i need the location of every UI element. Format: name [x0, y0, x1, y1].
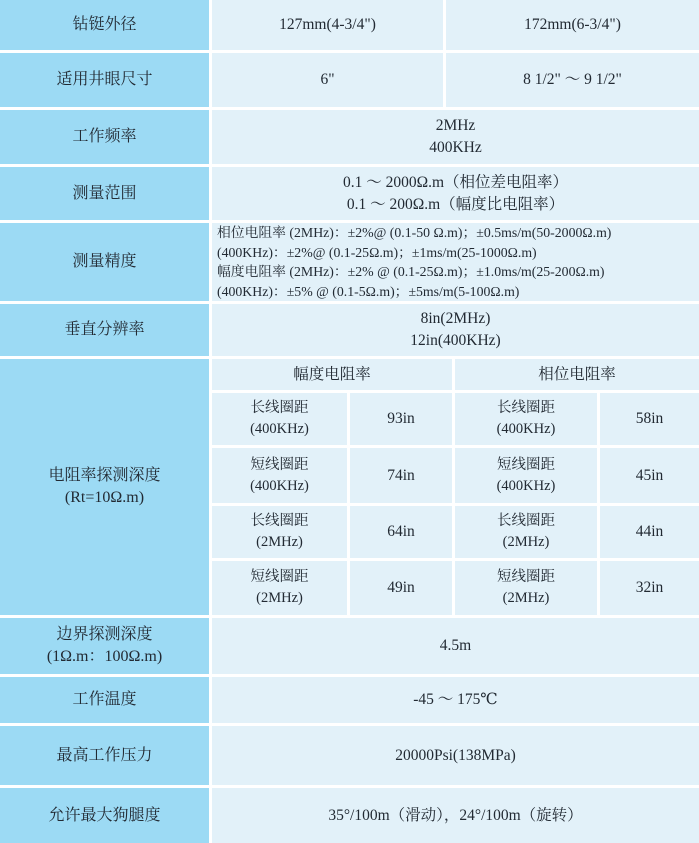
cell-value-line: 幅度电阻率 (2MHz)：±2% @ (0.1-25Ω.m)；±1.0ms/m(25-200Ω.m) — [217, 264, 605, 279]
table-row-range — [0, 167, 699, 220]
spacing-label-line: 长线圈距 — [497, 400, 555, 416]
row-header-label: 钻铤外径 — [72, 16, 137, 33]
row-header-frequency — [0, 110, 209, 164]
depth-row-long-400khz — [212, 393, 699, 445]
cell-value: 32in — [635, 579, 664, 596]
row-header-label: 边界探测深度 — [56, 626, 153, 643]
cell-value: -45 ～ 175℃ — [413, 691, 498, 708]
row-header-hole-size — [0, 53, 209, 107]
table-row-drill-collar-od — [0, 0, 699, 50]
cell-value-line: 8in(2MHz) — [420, 310, 491, 327]
depth-row-short-2mhz — [212, 561, 699, 615]
row-header-range — [0, 167, 209, 220]
cell-depth-value — [600, 448, 699, 503]
depth-row-short-400khz — [212, 448, 699, 503]
row-header-depth-of-investigation — [0, 359, 209, 615]
cell-depth-value — [350, 448, 452, 503]
cell-spacing-label — [455, 506, 597, 558]
table-row-depth-of-investigation — [0, 359, 699, 615]
cell-value: 8 1/2" ～ 9 1/2" — [523, 71, 622, 88]
cell-od-127 — [212, 0, 443, 50]
cell-value-line: 0.1 ～ 2000Ω.m（相位差电阻率） — [342, 173, 569, 191]
cell-hole-6 — [212, 53, 443, 107]
row-header-vertical-resolution — [0, 304, 209, 356]
cell-max-pressure — [212, 726, 699, 785]
subtable-header-amplitude — [212, 359, 452, 390]
cell-od-172 — [446, 0, 699, 50]
spacing-label-line: 短线圈距 — [497, 456, 555, 473]
cell-temperature — [212, 677, 699, 723]
cell-value: 58in — [635, 410, 664, 427]
cell-value-line: 相位电阻率 (2MHz)：±2%@ (0.1-50 Ω.m)；±0.5ms/m(50-2000Ω.m) — [217, 225, 612, 240]
cell-spacing-label — [212, 393, 347, 445]
row-header-label: 垂直分辨率 — [64, 321, 145, 338]
cell-value: 44in — [635, 523, 664, 540]
cell-value: 64in — [387, 523, 415, 540]
cell-max-dogleg — [212, 788, 699, 843]
cell-value: 6" — [320, 71, 335, 88]
cell-spacing-label — [212, 561, 347, 615]
table-row-frequency — [0, 110, 699, 164]
row-header-label: 测量精度 — [72, 253, 137, 270]
spacing-label-line: (2MHz) — [256, 590, 303, 606]
spacing-label-line: 长线圈距 — [497, 513, 555, 529]
depth-subtable-header-row — [212, 359, 699, 390]
spacing-label-line: (400KHz) — [496, 421, 556, 437]
cell-accuracy — [212, 223, 699, 301]
row-header-label: 工作频率 — [72, 128, 137, 145]
spacing-label-line: (400KHz) — [250, 421, 309, 437]
cell-depth-value — [600, 561, 699, 615]
row-header-label: 电阻率探测深度 — [48, 467, 161, 484]
spacing-label-line: 长线圈距 — [250, 513, 309, 529]
row-header-temperature — [0, 677, 209, 723]
spacing-label-line: (2MHz) — [502, 590, 550, 606]
cell-value: 45in — [635, 466, 664, 484]
cell-spacing-label — [455, 561, 597, 615]
row-header-label: 工作温度 — [72, 691, 137, 708]
row-header-boundary-depth — [0, 618, 209, 674]
row-header-drill-collar-od — [0, 0, 209, 50]
cell-value: 35°/100m（滑动），24°/100m（旋转） — [328, 806, 583, 824]
cell-frequency — [212, 110, 699, 164]
row-header-label: 测量范围 — [72, 184, 137, 202]
row-header-max-dogleg — [0, 788, 209, 843]
cell-boundary-depth — [212, 618, 699, 674]
cell-value: 49in — [387, 579, 415, 596]
spacing-label-line: (2MHz) — [256, 534, 303, 550]
cell-depth-value — [350, 561, 452, 615]
cell-value-line: 12in(400KHz) — [410, 332, 501, 349]
depth-subtable — [212, 359, 699, 615]
spacing-label-line: 短线圈距 — [497, 569, 555, 585]
cell-value-line: 2MHz — [435, 117, 476, 134]
spacing-label-line: 短线圈距 — [250, 456, 309, 473]
depth-row-long-2mhz — [212, 506, 699, 558]
cell-value: 127mm(4-3/4") — [279, 16, 376, 33]
subtable-header-label: 相位电阻率 — [538, 365, 616, 383]
table-row-boundary-depth — [0, 618, 699, 674]
cell-depth-value — [350, 393, 452, 445]
cell-value: 20000Psi(138MPa) — [395, 746, 516, 764]
cell-depth-value — [350, 506, 452, 558]
cell-spacing-label — [212, 506, 347, 558]
cell-spacing-label — [212, 448, 347, 503]
spacing-label-line: (2MHz) — [502, 534, 550, 550]
subtable-header-phase — [455, 359, 699, 390]
table-row-hole-size — [0, 53, 699, 107]
row-header-max-pressure — [0, 726, 209, 785]
cell-value-line: (400KHz)：±5% @ (0.1-5Ω.m)；±5ms/m(5-100Ω.m) — [217, 283, 520, 299]
cell-range — [212, 167, 699, 220]
spacing-label-line: (400KHz) — [496, 477, 556, 494]
cell-value-line: 0.1 ～ 200Ω.m（幅度比电阻率） — [346, 195, 565, 213]
cell-depth-value — [600, 506, 699, 558]
cell-value: 93in — [387, 410, 415, 427]
row-header-label: 适用井眼尺寸 — [56, 71, 153, 88]
cell-hole-8-9 — [446, 53, 699, 107]
cell-depth-value — [600, 393, 699, 445]
cell-value-line: 400KHz — [429, 139, 482, 156]
table-row-accuracy — [0, 223, 699, 301]
table-row-max-pressure — [0, 726, 699, 785]
spacing-label-line: 长线圈距 — [250, 400, 309, 416]
cell-value-line: (400KHz)：±2%@ (0.1-25Ω.m)；±1ms/m(25-1000Ω.m) — [217, 244, 537, 260]
row-header-sublabel: (1Ω.m：100Ω.m) — [46, 648, 163, 665]
row-header-label: 最高工作压力 — [56, 746, 153, 764]
cell-value: 4.5m — [439, 637, 472, 654]
subtable-header-label: 幅度电阻率 — [293, 365, 371, 383]
cell-spacing-label — [455, 448, 597, 503]
row-header-label: 允许最大狗腿度 — [48, 806, 161, 824]
cell-value: 172mm(6-3/4") — [524, 16, 621, 33]
row-header-accuracy — [0, 223, 209, 301]
spacing-label-line: (400KHz) — [250, 477, 309, 494]
cell-value: 74in — [387, 466, 415, 484]
spacing-label-line: 短线圈距 — [250, 569, 309, 585]
table-row-max-dogleg — [0, 788, 699, 843]
cell-spacing-label — [455, 393, 597, 445]
table-row-vertical-resolution — [0, 304, 699, 356]
table-row-temperature — [0, 677, 699, 723]
cell-vertical-resolution — [212, 304, 699, 356]
row-header-sublabel: (Rt=10Ω.m) — [64, 489, 145, 506]
